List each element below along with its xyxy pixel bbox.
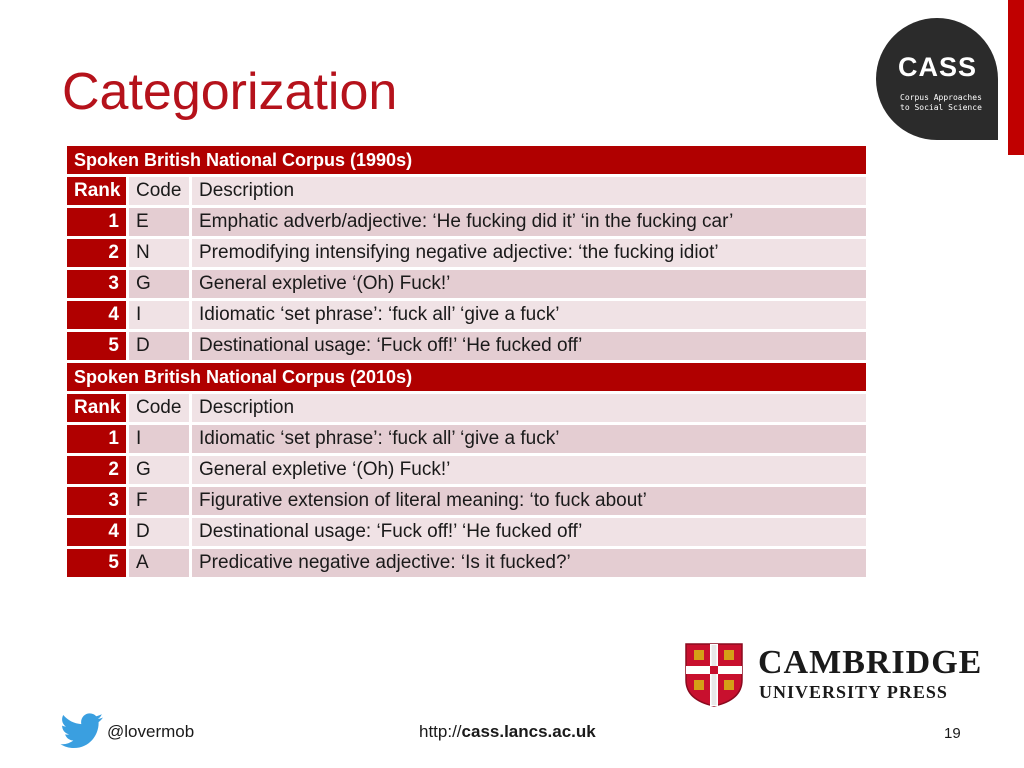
code-cell: E [129, 208, 192, 239]
table-row [67, 549, 866, 580]
cass-logo-line1: Corpus Approaches [900, 93, 982, 102]
url-domain: cass.lancs.ac.uk [461, 722, 596, 741]
table-row [67, 208, 866, 239]
code-cell: F [129, 487, 192, 518]
rank-cell: 4 [67, 301, 129, 332]
cass-logo-word: CASS [898, 52, 978, 82]
table-heading: Spoken British National Corpus (1990s) [67, 146, 866, 177]
code-cell: N [129, 239, 192, 270]
twitter-bird-icon [60, 713, 104, 751]
code-cell: G [129, 456, 192, 487]
table-row [67, 425, 866, 456]
code-cell: A [129, 549, 192, 580]
description-cell: Idiomatic ‘set phrase’: ‘fuck all’ ‘give a fuck’ [192, 425, 866, 456]
code-cell: G [129, 270, 192, 301]
table-row [67, 456, 866, 487]
column-header-description: Description [192, 177, 866, 208]
table-row [67, 332, 866, 363]
rank-cell: 5 [67, 332, 129, 363]
column-header-rank: Rank [67, 394, 129, 425]
table-heading-row [67, 146, 866, 177]
column-header-rank: Rank [67, 177, 129, 208]
column-header-code: Code [129, 394, 192, 425]
rank-cell: 3 [67, 270, 129, 301]
column-header-row [67, 177, 866, 208]
page-number: 19 [944, 725, 961, 742]
description-cell: Predicative negative adjective: ‘Is it fucked?’ [192, 549, 866, 580]
table-row [67, 518, 866, 549]
table-heading: Spoken British National Corpus (2010s) [67, 363, 866, 394]
description-cell: Destinational usage: ‘Fuck off!’ ‘He fucked off’ [192, 332, 866, 363]
code-cell: D [129, 518, 192, 549]
column-header-row [67, 394, 866, 425]
rank-cell: 2 [67, 239, 129, 270]
code-cell: D [129, 332, 192, 363]
cambridge-crest-icon [684, 642, 744, 708]
cass-logo [876, 18, 998, 140]
publisher-name-line2: UNIVERSITY PRESS [759, 682, 948, 702]
rank-cell: 2 [67, 456, 129, 487]
rank-cell: 5 [67, 549, 129, 580]
rank-cell: 1 [67, 425, 129, 456]
twitter-handle[interactable]: @lovermob [107, 722, 195, 741]
description-cell: General expletive ‘(Oh) Fuck!’ [192, 456, 866, 487]
description-cell: Destinational usage: ‘Fuck off!’ ‘He fucked off’ [192, 518, 866, 549]
table-row [67, 239, 866, 270]
column-header-description: Description [192, 394, 866, 425]
description-cell: Figurative extension of literal meaning: ‘to fuck about’ [192, 487, 866, 518]
url-prefix: http:// [419, 722, 462, 741]
column-header-code: Code [129, 177, 192, 208]
publisher-name-line1: CAMBRIDGE [758, 644, 983, 681]
table-row [67, 487, 866, 518]
description-cell: Idiomatic ‘set phrase’: ‘fuck all’ ‘give a fuck’ [192, 301, 866, 332]
accent-side-bar [1008, 0, 1024, 155]
categorization-table [67, 146, 866, 580]
table-row [67, 301, 866, 332]
description-cell: Emphatic adverb/adjective: ‘He fucking did it’ ‘in the fucking car’ [192, 208, 866, 239]
rank-cell: 1 [67, 208, 129, 239]
code-cell: I [129, 301, 192, 332]
rank-cell: 4 [67, 518, 129, 549]
website-url[interactable] [419, 722, 596, 742]
description-cell: General expletive ‘(Oh) Fuck!’ [192, 270, 866, 301]
code-cell: I [129, 425, 192, 456]
rank-cell: 3 [67, 487, 129, 518]
table-heading-row [67, 363, 866, 394]
description-cell: Premodifying intensifying negative adjective: ‘the fucking idiot’ [192, 239, 866, 270]
table-row [67, 270, 866, 301]
cass-logo-line2: to Social Science [900, 103, 982, 112]
slide-title: Categorization [62, 63, 398, 121]
